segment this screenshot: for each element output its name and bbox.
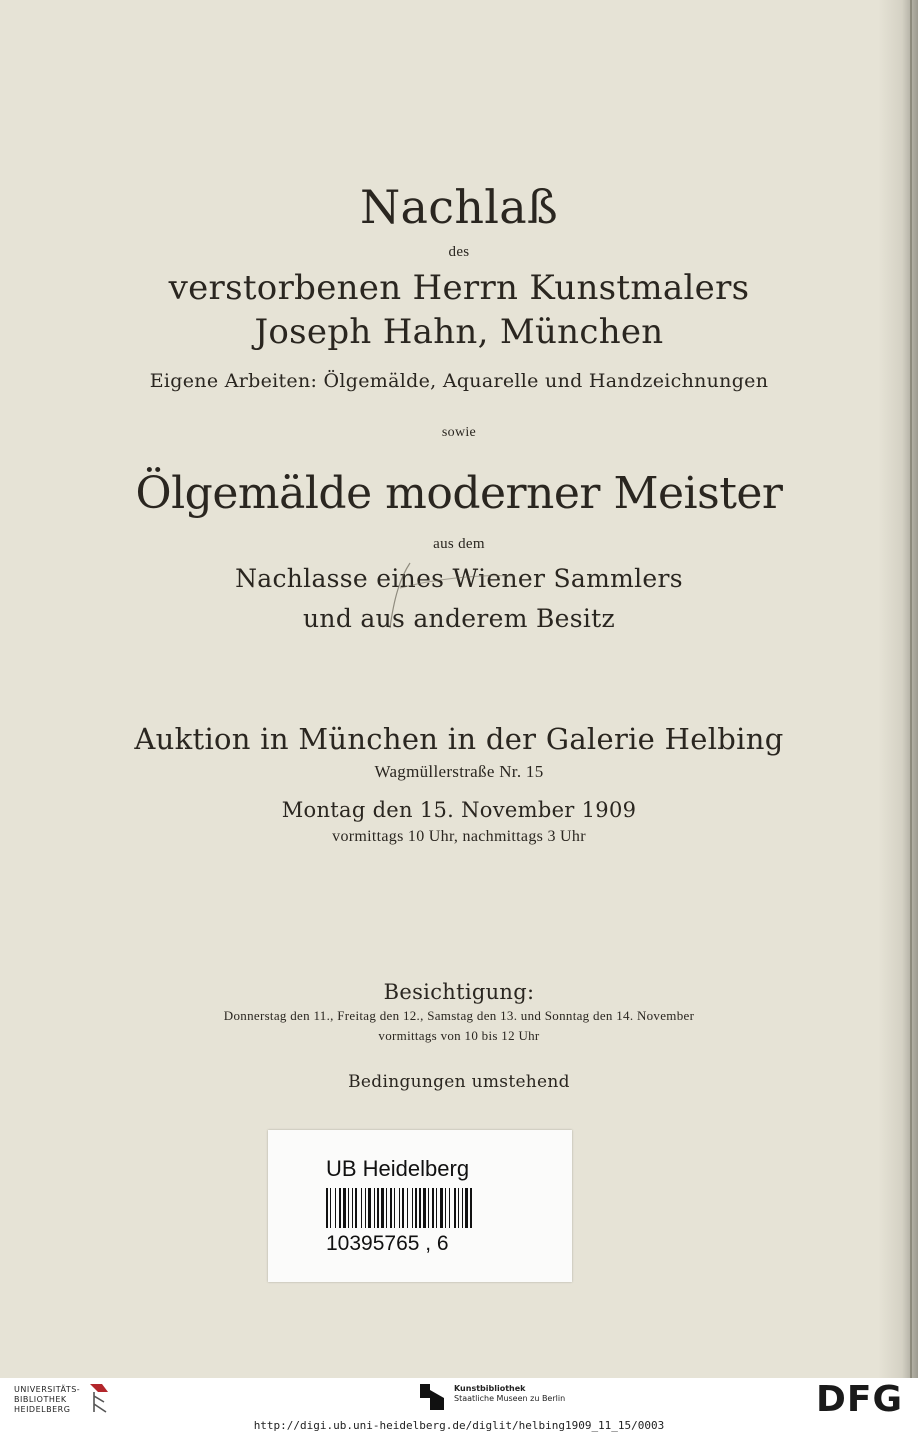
barcode-bar [381,1188,384,1228]
dfg-logo: DFG [816,1379,904,1420]
barcode-bar [368,1188,371,1228]
barcode-bar [428,1188,429,1228]
barcode-bar [465,1188,468,1228]
barcode-bar [402,1188,404,1228]
barcode-bar [436,1188,437,1228]
kunstbibliothek-text [454,1384,565,1404]
besitz-line: und aus anderem Besitz [303,604,615,633]
auction-line: Auktion in München in der Galerie Helbing [134,722,784,756]
pencil-mark [380,558,530,638]
barcode-bar [386,1188,387,1228]
barcode-bar [415,1188,417,1228]
kunstbibliothek-logo-icon [420,1384,446,1410]
barcode-bar [407,1188,408,1228]
barcode-bar [343,1188,346,1228]
barcode-bar [377,1188,379,1228]
barcode-bar [454,1188,456,1228]
viewing-heading: Besichtigung: [383,980,535,1004]
barcode-bar [412,1188,413,1228]
kb-sub: Staatliche Museen zu Berlin [454,1394,566,1403]
uni-line-2: BIBLIOTHEK [14,1395,67,1404]
uni-line-3: HEIDELBERG [14,1405,71,1414]
barcode-bar [365,1188,366,1228]
barcode-bar [355,1188,357,1228]
uni-line-1: UNIVERSITÄTS- [14,1385,81,1394]
barcode-bar [330,1188,331,1228]
viewing-times: vormittags von 10 bis 12 Uhr [378,1028,540,1043]
nachlasse-line: Nachlasse eines Wiener Sammlers [235,564,683,593]
library-label [268,1130,572,1282]
barcode-bar [423,1188,426,1228]
library-label-number: 10395765 , 6 [326,1232,449,1255]
barcode-bar [399,1188,400,1228]
barcode-bar [394,1188,395,1228]
barcode-bar [462,1188,463,1228]
barcode [326,1188,546,1228]
barcode-bar [419,1188,421,1228]
kb-name: Kunstbibliothek [454,1384,526,1393]
aus-dem-text: aus dem [433,536,485,552]
subtitle-herrn: verstorbenen Herrn Kunstmalers [168,268,750,308]
uni-library-text [14,1385,80,1415]
barcode-bar [335,1188,336,1228]
barcode-bar [390,1188,392,1228]
barcode-bar [432,1188,434,1228]
title: Nachlaß [359,180,559,234]
barcode-bar [339,1188,341,1228]
library-label-name: UB Heidelberg [326,1156,470,1181]
source-url[interactable]: http://digi.ub.uni-heidelberg.de/diglit/helbing1909_11_15/0003 [253,1419,665,1432]
barcode-bar [458,1188,459,1228]
barcode-bar [374,1188,375,1228]
viewing-days: Donnerstag den 11., Freitag den 12., Samstag den 13. und Sonntag den 14. November [223,1008,695,1023]
barcode-bar [361,1188,362,1228]
barcode-bar [326,1188,328,1228]
barcode-bar [470,1188,472,1228]
date-line: Montag den 15. November 1909 [281,798,637,822]
sowie-text: sowie [441,425,477,440]
conditions-line: Bedingungen umstehend [348,1072,570,1092]
works-line: Eigene Arbeiten: Ölgemälde, Aquarelle und Handzeichnungen [149,370,769,392]
subtitle-name: Joseph Hahn, München [254,312,664,352]
uni-library-logo-icon [84,1380,112,1416]
title-des: des [448,244,470,260]
heading-moderner-meister: Ölgemälde moderner Meister [135,468,783,519]
barcode-bar [352,1188,353,1228]
barcode-bar [449,1188,450,1228]
times-line: vormittags 10 Uhr, nachmittags 3 Uhr [332,828,586,845]
barcode-bar [348,1188,349,1228]
barcode-bar [445,1188,446,1228]
address-line: Wagmüllerstraße Nr. 15 [374,762,544,781]
barcode-bar [440,1188,443,1228]
